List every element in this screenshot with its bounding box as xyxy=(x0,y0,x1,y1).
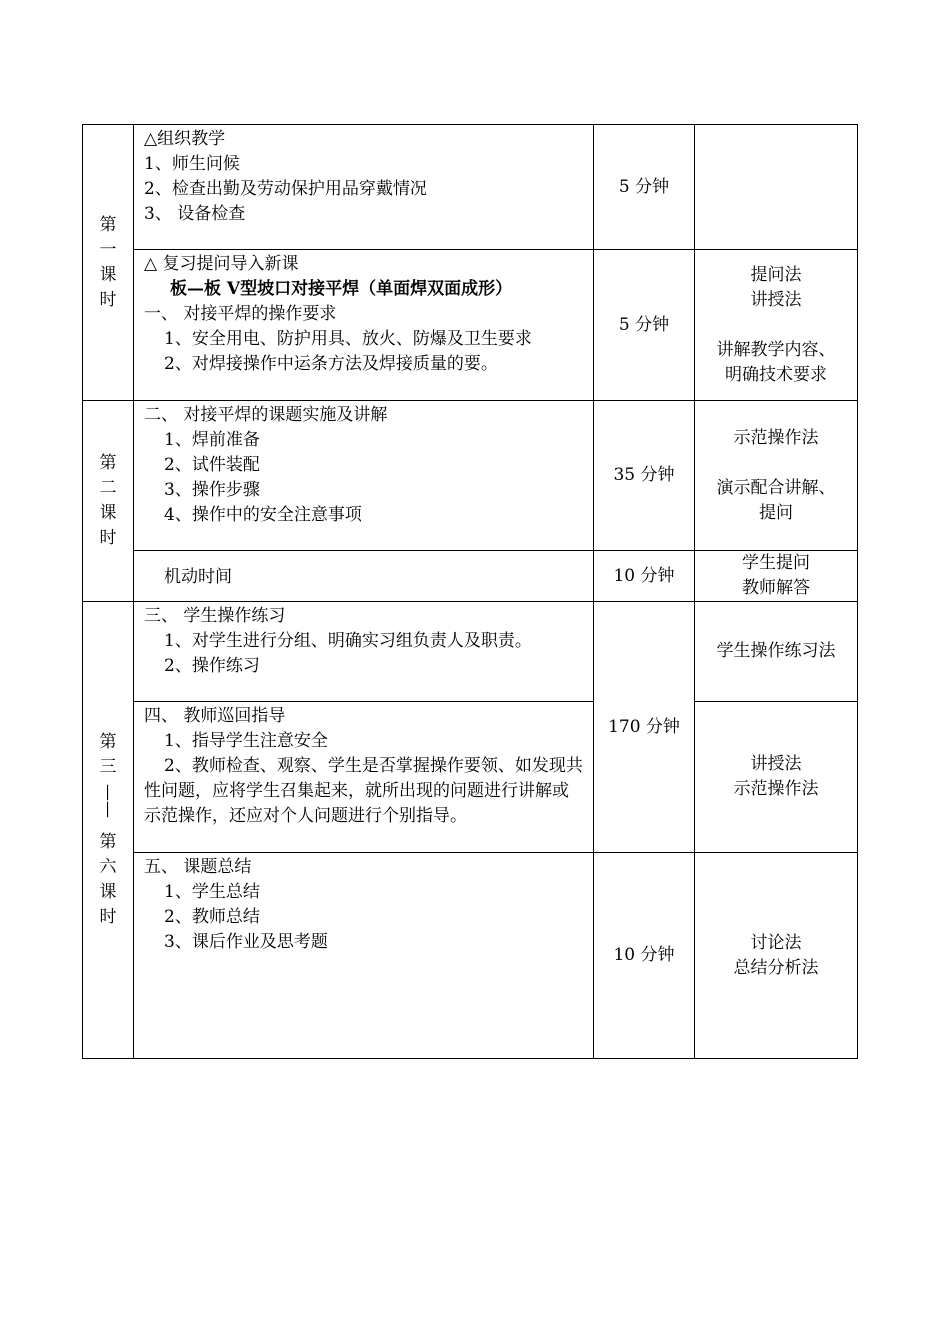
content-line: 4、操作中的安全注意事项 xyxy=(164,505,362,525)
period-1-cell xyxy=(83,125,134,401)
method-cell xyxy=(695,853,858,1059)
content-cell xyxy=(134,551,594,602)
content-cell xyxy=(134,401,594,551)
content-line: △ 复习提问导入新课 xyxy=(144,254,299,274)
time-value: 170 分钟 xyxy=(608,716,680,737)
method-line: 学生操作练习法 xyxy=(716,641,836,661)
content-cell xyxy=(134,853,594,1059)
method-cell xyxy=(695,250,858,401)
content-line: 1、焊前准备 xyxy=(164,430,260,450)
method-line: 学生提问 xyxy=(742,553,810,573)
content-cell xyxy=(134,250,594,401)
content-line: 1、师生问候 xyxy=(144,154,240,174)
method-cell xyxy=(695,602,858,702)
content-cell xyxy=(134,702,594,853)
time-value: 10 分钟 xyxy=(613,945,675,965)
content-line: 1、指导学生注意安全 xyxy=(164,731,328,751)
table-row xyxy=(83,401,858,551)
period-1-label: 第一课时 xyxy=(99,214,117,310)
method-line: 教师解答 xyxy=(742,578,810,598)
time-cell xyxy=(594,250,695,401)
method-line: 示范操作法 xyxy=(733,779,819,799)
time-cell xyxy=(594,125,695,250)
content-line: △组织教学 xyxy=(144,129,226,149)
content-line: 2、教师总结 xyxy=(164,907,260,927)
method-line: 讨论法 xyxy=(750,932,802,953)
content-paragraph: 2、教师检查、观察、学生是否掌握操作要领、如发现共性问题，应将学生召集起来，就所出现的问题进行讲解或示范操作，还应对个人问题进行个别指导。 xyxy=(144,756,583,826)
content-line: 二、 对接平焊的课题实施及讲解 xyxy=(144,405,388,425)
time-value: 35 分钟 xyxy=(613,465,675,485)
method-line: 讲授法 xyxy=(750,754,802,774)
content-line: 机动时间 xyxy=(164,566,232,587)
time-cell xyxy=(594,853,695,1059)
time-cell xyxy=(594,551,695,602)
content-line: 2、检查出勤及劳动保护用品穿戴情况 xyxy=(144,179,427,199)
content-line: 2、对焊接操作中运条方法及焊接质量的要。 xyxy=(164,354,498,374)
content-cell xyxy=(134,125,594,250)
method-cell xyxy=(695,551,858,602)
period-2-label: 第二课时 xyxy=(99,453,117,548)
time-cell xyxy=(594,602,695,853)
content-line: 五、 课题总结 xyxy=(144,857,252,877)
method-cell xyxy=(695,401,858,551)
method-line: 提问 xyxy=(759,502,793,523)
content-line: 四、 教师巡回指导 xyxy=(144,706,286,726)
time-cell xyxy=(594,401,695,551)
method-line: 讲授法 xyxy=(750,289,802,310)
content-line: 1、对学生进行分组、明确实习组负责人及职责。 xyxy=(164,631,532,651)
period-2-cell xyxy=(83,401,134,602)
table-row xyxy=(83,602,858,702)
table-row xyxy=(83,551,858,602)
method-line: 讲解教学内容、 xyxy=(716,339,836,360)
period-3-start: 第三 xyxy=(99,732,117,777)
content-line: 三、 学生操作练习 xyxy=(144,606,286,626)
table-row xyxy=(83,125,858,250)
content-cell xyxy=(134,602,594,702)
content-line: 3、 设备检查 xyxy=(144,204,246,224)
table-row xyxy=(83,702,858,853)
content-line: 1、学生总结 xyxy=(164,882,260,902)
topic-title: 板—板 V型坡口对接平焊（单面焊双面成形） xyxy=(170,279,513,299)
method-line: 提问法 xyxy=(750,264,802,285)
method-line: 示范操作法 xyxy=(733,427,819,448)
content-line: 1、安全用电、防护用具、放火、防爆及卫生要求 xyxy=(164,329,532,349)
time-value: 5 分钟 xyxy=(618,176,670,197)
table-row xyxy=(83,853,858,1059)
content-line: 一、 对接平焊的操作要求 xyxy=(144,304,337,324)
method-cell xyxy=(695,125,858,250)
content-line: 2、操作练习 xyxy=(164,656,260,676)
method-line: 演示配合讲解、 xyxy=(716,477,836,498)
lesson-plan-table xyxy=(82,124,858,1059)
table-row xyxy=(83,250,858,401)
period-3-cell xyxy=(83,602,134,1059)
content-line: 3、操作步骤 xyxy=(164,480,260,500)
method-line: 总结分析法 xyxy=(733,957,819,978)
content-line: 2、试件装配 xyxy=(164,455,260,475)
period-3-end: 第六课时 xyxy=(99,832,117,927)
time-value: 5 分钟 xyxy=(618,314,670,335)
method-cell xyxy=(695,702,858,853)
period-3-dash: —— xyxy=(98,784,118,818)
content-line: 3、课后作业及思考题 xyxy=(164,932,328,952)
method-line: 明确技术要求 xyxy=(725,364,827,385)
time-value: 10 分钟 xyxy=(613,565,675,586)
